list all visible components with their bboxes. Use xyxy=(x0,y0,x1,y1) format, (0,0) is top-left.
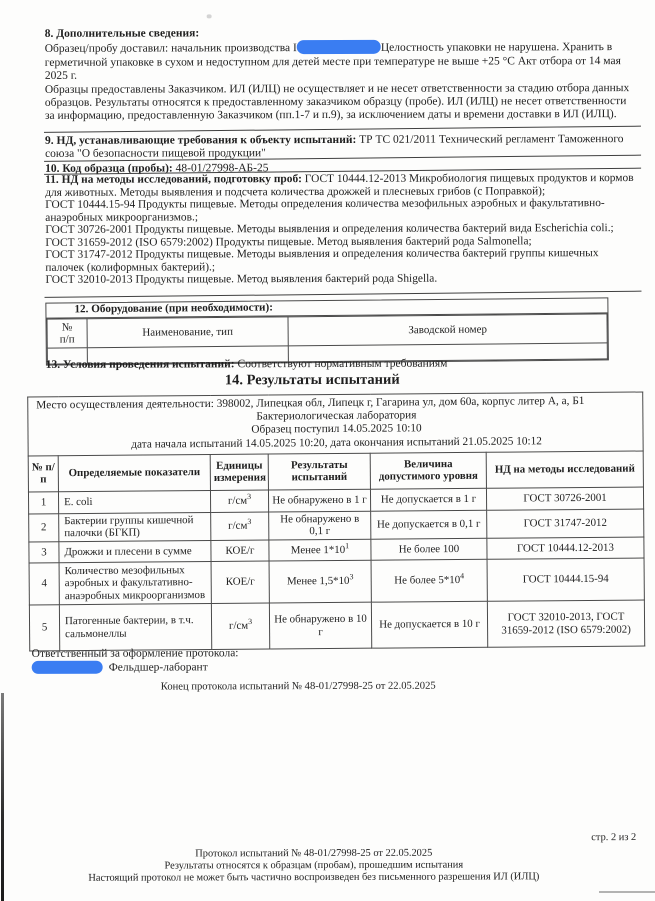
header-unit: Единицы измерения xyxy=(210,454,268,490)
scan-corner-artifact xyxy=(599,891,655,893)
results-row-3: 3 Дрожжи и плесени в сумме КОЕ/г Менее $1*10^1$ Не более 100 ГОСТ 10444.12-2013 xyxy=(29,537,644,563)
signature-label: Ответственный за оформление протокола: xyxy=(31,647,239,660)
section-13-conditions xyxy=(46,357,636,372)
gost-entry: ГОСТ 10444.15-94 Продукты пищевые. Методы определения количества мезофильных аэробных и факультативно-анаэробных микроорганизмов.; xyxy=(45,197,605,224)
equipment-col-num: № п/п xyxy=(47,319,87,348)
results-header-row xyxy=(28,451,643,492)
scan-edge-artifact xyxy=(1,693,4,901)
results-row-1: 1 E. coli $г/см^3$ Не обнаружено в 1 г Не допускается в 1 г ГОСТ 30726-2001 xyxy=(28,487,643,514)
results-row-5: 5 Патогенные бактерии, в т.ч. сальмонеллы $г/см^3$ Не обнаружено в 10 г Не допускается в 10 г ГОСТ 32010-2013, ГОСТ 31659-2012 (ISO 6579:2002) xyxy=(29,600,644,651)
header-result: Результаты испытаний xyxy=(268,453,370,490)
signature-role: Фельдшер-лаборант xyxy=(108,661,208,674)
equipment-col-name: Наименование, тип xyxy=(87,317,288,348)
section-10-label: 10. Код образца (пробы): xyxy=(45,161,173,175)
section-13-label: 13. Условия проведения испытаний: xyxy=(45,358,235,371)
results-row-4: 4 Количество мезофильных аэробных и факультативно-анаэробных микроорганизмов КОЕ/г Менее $1,5*10^3$ Не более $5*10^4$ ГОСТ 10444.15-94 xyxy=(29,558,644,605)
footer-reproduction-note: Настоящий протокол не может быть частично воспроизведен без письменного разрешения ИЛ (ИЛЦ) xyxy=(88,871,540,884)
section-11-first-entry: 11. НД на методы исследований, подготовку проб: ГОСТ 10444.12-2013 Микробиология пищевых продуктов и кормов для животных. Методы выявления и подсчета количества дрожжей и плесневых грибов (с Поправкой); xyxy=(45,172,634,199)
gost-entry: ГОСТ 31747-2012 Продукты пищевые. Методы выявления и определения количества бактерий группы кишечных палочек (колиформных бактерий).; xyxy=(45,247,599,274)
header-method: НД на методы исследований xyxy=(486,451,643,488)
section-13-value: Соответствуют нормативным требованиям xyxy=(237,357,448,371)
section-8-paragraph-2: Образцы предоставлены Заказчиком. ИЛ (ИЛЦ) не осуществляет и не несет ответственности за стадию отбора данных образцов. Результаты относятся к предоставленному заказчиком образцу (пробе). ИЛ (ИЛЦ) не несет ответственности за информацию, предоставленную Заказчиком (пп.1-7 и п.9), за исключением даты и времени доставки в ИЛ (ИЛЦ). xyxy=(44,81,630,123)
signature-line xyxy=(32,660,239,675)
equipment-col-serial: Заводской номер xyxy=(288,314,607,346)
sample-received: Образец поступил 14.05.2025 10:10 xyxy=(251,422,422,437)
section-9-label: 9. НД, устанавливающие требования к объекту испытаний: xyxy=(45,133,357,147)
section-11-methods xyxy=(45,172,637,286)
section-8-additional-info xyxy=(45,26,631,124)
redaction-name-1 xyxy=(297,40,381,54)
header-indicator: Определяемые показатели xyxy=(58,454,210,491)
gost-entry: ГОСТ 32010-2013 Продукты пищевые. Метод выявления бактерий рода Shigella. xyxy=(45,272,438,286)
section-11-label: 11. НД на методы исследований, подготовку проб: xyxy=(45,173,302,186)
activity-place: Место осуществления деятельности: 398002, Липецкая обл, Липецк г, Гагарина ул, дом 60а, корпус литер А, а, Б1 xyxy=(36,394,585,412)
redaction-name-2 xyxy=(32,661,103,674)
equipment-table xyxy=(45,297,609,365)
protocol-end-line: Конец протокола испытаний № 48-01/27998-25 от 22.05.2025 xyxy=(160,680,436,693)
page-number: стр. 2 из 2 xyxy=(591,832,637,844)
section-8-heading: 8. Дополнительные сведения: xyxy=(44,27,200,40)
results-info-row xyxy=(28,392,643,456)
results-row-2: 2 Бактерии группы кишечной палочки (БГКП) $г/см^3$ Не обнаружено в 0,1 г Не допускается в 0,1 г ГОСТ 31747-2012 xyxy=(29,509,644,542)
gost-entry: ГОСТ 30726-2001 Продукты пищевые. Методы выявления и определения количества бактерий вида Escherichia coli.; xyxy=(45,222,614,236)
signature-block xyxy=(32,646,239,675)
divider-1 xyxy=(44,126,641,133)
results-heading: 14. Результаты испытаний xyxy=(224,371,400,389)
equipment-table-title: 12. Оборудование (при необходимости): xyxy=(46,298,607,318)
test-dates: дата начала испытаний 14.05.2025 10:20, дата окончания испытаний 21.05.2025 10:12 xyxy=(131,434,542,451)
section-9-value: ТР ТС 021/2011 Технический регламент Таможенного союза "О безопасности пищевой продукции" xyxy=(45,133,624,161)
results-table xyxy=(27,392,644,652)
divider-4 xyxy=(45,291,642,298)
footer-protocol-number: Протокол испытаний № 48-01/27998-25 от 22.05.2025 xyxy=(195,847,433,860)
section-10-value: 48-01/27998-АБ-25 xyxy=(175,161,269,174)
laboratory-name: Бактериологическая лаборатория xyxy=(256,409,417,423)
gost-entry: ГОСТ 31659-2012 (ISO 6579:2002) Продукты пищевые. Метод выявления бактерий рода Salmonella; xyxy=(45,234,532,249)
scan-speck-artifact xyxy=(207,14,212,18)
header-allowed: Величина допустимого уровня xyxy=(370,452,486,489)
footer-results-note: Результаты относятся к образцам (пробам), прошедшим испытания xyxy=(164,859,464,872)
section-8-paragraph-1: Образец/пробу доставил: начальник производства I Целостность упаковки не нарушена. Хранить в герметичной упаковке в сухом и недоступном для детей месте при температуре не выше +25 °C Акт отбора от 14 мая 2025 г. xyxy=(44,41,621,83)
header-num: № п/п xyxy=(28,456,58,492)
